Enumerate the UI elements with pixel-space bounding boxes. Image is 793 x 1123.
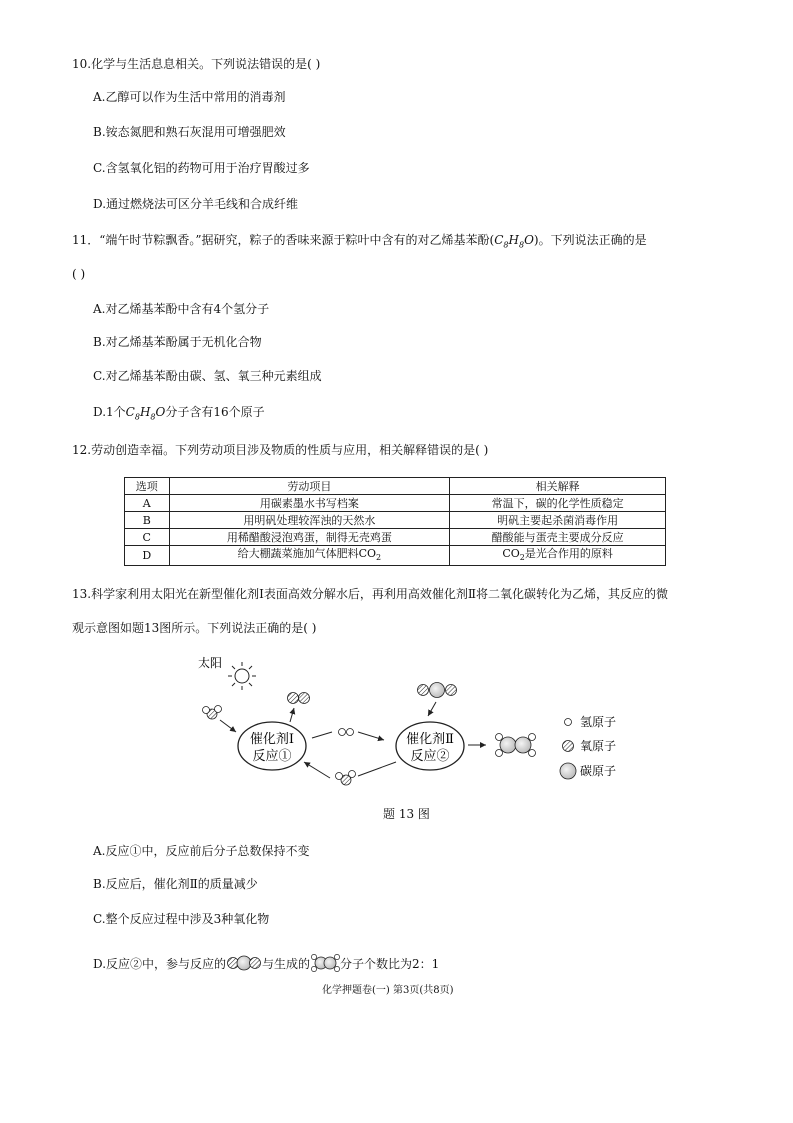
table-row: [125, 512, 666, 529]
table-row: [125, 546, 666, 566]
q13-option-d-part-b: 与生成的: [262, 957, 311, 971]
ethylene-molecule-icon: [496, 734, 536, 757]
reaction-1-label: 反应①: [252, 749, 292, 764]
q13-option-b: B.反应后，催化剂Ⅱ的质量减少: [93, 877, 258, 891]
table-row: [125, 495, 666, 512]
q11-option-c: C.对乙烯基苯酚由碳、氢、氧三种元素组成: [93, 369, 322, 383]
table-cell: 给大棚蔬菜施加气体肥料$CO_2$: [169, 546, 450, 566]
catalyst-2-label: 催化剂Ⅱ: [406, 732, 454, 747]
carbon-dioxide-molecule-icon: [418, 683, 457, 698]
q10-option-c: C.含氢氧化铝的药物可用于治疗胃酸过多: [93, 161, 310, 175]
table-cell: 用碳素墨水书写档案: [169, 495, 450, 512]
table-cell: C: [125, 529, 170, 546]
table-cell: 明矾主要起杀菌消毒作用: [450, 512, 666, 529]
arrow: [304, 762, 330, 778]
q13-option-d: [93, 954, 439, 973]
q12-table: [124, 477, 666, 566]
legend: [560, 715, 616, 779]
oxygen-atom-icon: [563, 741, 574, 752]
legend-hydrogen: 氢原子: [580, 715, 617, 729]
q11-stem-continued: ( ): [72, 267, 86, 281]
sun-icon: [228, 662, 256, 690]
q11-option-a: A.对乙烯基苯酚中含有4个氢分子: [93, 302, 270, 316]
q10-stem: 10.化学与生活息息相关。下列说法错误的是( ): [72, 57, 321, 71]
q13-stem-line1: 13.科学家利用太阳光在新型催化剂Ⅰ表面高效分解水后，再利用高效催化剂Ⅱ将二氧化碳转化为乙烯，其反应的微: [72, 587, 668, 601]
table-cell: B: [125, 512, 170, 529]
arrow-line: [312, 732, 332, 738]
table-header: 选项: [125, 478, 170, 495]
q13-option-d-part-a: D.反应②中，参与反应的: [93, 957, 227, 971]
water-molecule-icon: [336, 771, 356, 786]
oxygen-molecule-icon: [288, 693, 310, 704]
table-cell: $CO_2$是光合作用的原料: [450, 546, 666, 566]
reaction-2-label: 反应②: [410, 749, 450, 764]
arrow-line: [358, 762, 396, 776]
q11-stem-part-a: 11．“端午时节粽飘香。”据研究，粽子的香味来源于粽叶中含有的对乙烯基苯酚(: [72, 233, 495, 247]
table-cell: D: [125, 546, 170, 566]
carbon-atom-icon: [560, 763, 576, 779]
sun-label: 太阳: [198, 656, 223, 670]
figure-caption: 题 13 图: [383, 807, 430, 821]
q11-option-b: B.对乙烯基苯酚属于无机化合物: [93, 335, 262, 349]
q11-option-d: D.1个$C_8H_8O$分子含有16个原子: [93, 405, 265, 422]
q13-option-a: A.反应①中，反应前后分子总数保持不变: [93, 844, 310, 858]
arrow: [428, 702, 436, 716]
carbon-dioxide-molecule-icon: [226, 955, 262, 971]
table-cell: A: [125, 495, 170, 512]
reaction-diagram: [190, 650, 630, 800]
table-cell: 用稀醋酸浸泡鸡蛋，制得无壳鸡蛋: [169, 529, 450, 546]
q13-option-d-part-c: 分子个数比为2：1: [340, 957, 440, 971]
table-header: 相关解释: [450, 478, 666, 495]
arrow: [290, 708, 294, 722]
ethylene-molecule-icon: [310, 954, 340, 972]
table-cell: 用明矾处理较浑浊的天然水: [169, 512, 450, 529]
q10-option-a: A.乙醇可以作为生活中常用的消毒剂: [93, 90, 286, 104]
q11-formula: $C_8H_8O$: [494, 233, 534, 250]
q13-option-c: C.整个反应过程中涉及3种氧化物: [93, 912, 270, 926]
table-header: 劳动项目: [169, 478, 450, 495]
page-footer: 化学押题卷(一) 第3页(共8页): [322, 985, 454, 996]
catalyst-1-label: 催化剂Ⅰ: [249, 732, 295, 747]
legend-oxygen: 氧原子: [580, 739, 617, 753]
arrow: [358, 732, 384, 740]
table-cell: 醋酸能与蛋壳主要成分反应: [450, 529, 666, 546]
arrow: [220, 720, 236, 732]
hydrogen-molecule-icon: [339, 729, 354, 736]
table-cell: 常温下，碳的化学性质稳定: [450, 495, 666, 512]
table-header-row: [125, 478, 666, 495]
hydrogen-atom-icon: [565, 719, 572, 726]
table-row: [125, 529, 666, 546]
q11-stem-part-b: )。下列说法正确的是: [533, 233, 647, 247]
q12-stem: 12.劳动创造幸福。下列劳动项目涉及物质的性质与应用，相关解释错误的是( ): [72, 443, 489, 457]
q10-option-d: D.通过燃烧法可区分羊毛线和合成纤维: [93, 197, 299, 211]
q11-stem: [72, 232, 647, 253]
legend-carbon: 碳原子: [580, 764, 617, 778]
q13-stem-line2: 观示意图如题13图所示。下列说法正确的是( ): [72, 621, 317, 635]
q10-option-b: B.铵态氮肥和熟石灰混用可增强肥效: [93, 125, 286, 139]
water-molecule-icon: [203, 706, 222, 720]
